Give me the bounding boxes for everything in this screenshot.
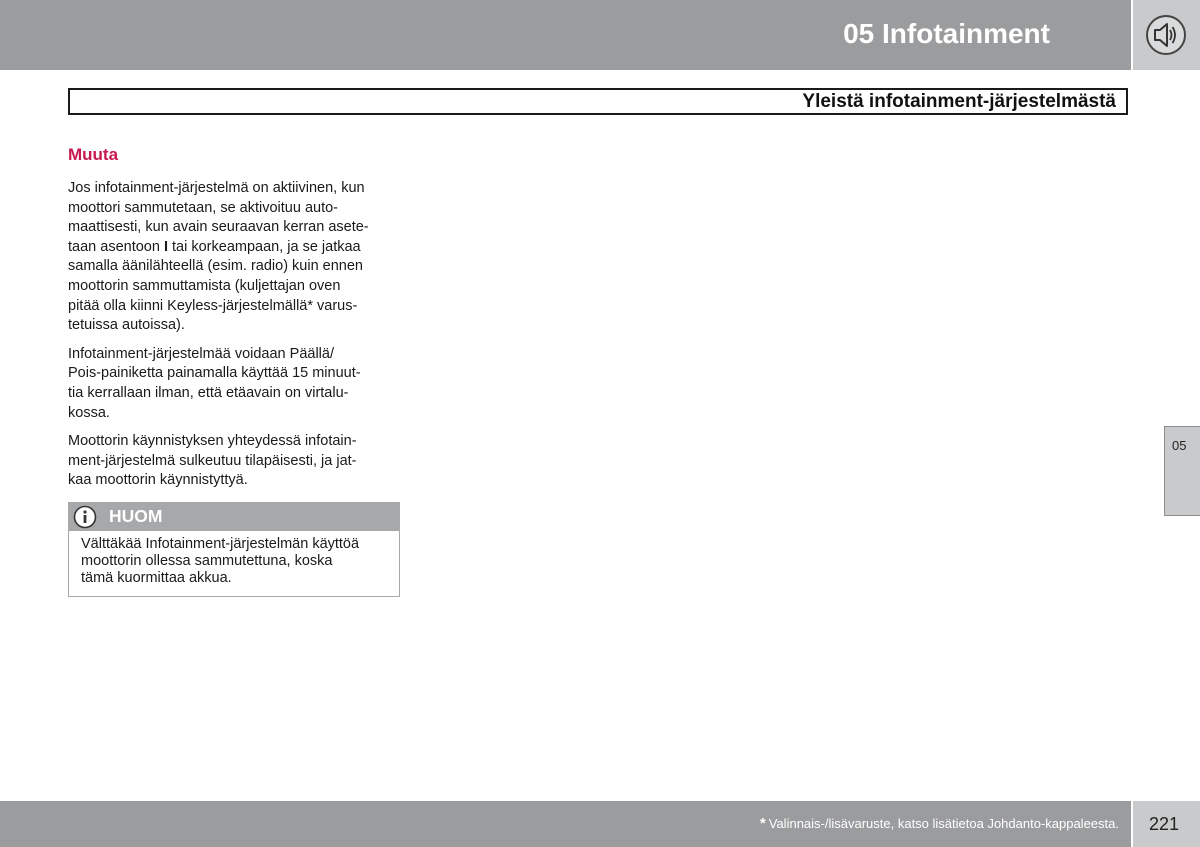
info-icon bbox=[73, 505, 97, 529]
footnote-text: Valinnais-/lisävaruste, katso lisätietoa Johdanto-kappaleesta. bbox=[768, 816, 1119, 831]
paragraph bbox=[68, 179, 408, 336]
text-line: maattisesti, kun avain seuraavan kerran asete- bbox=[68, 219, 369, 236]
text-line: pitää olla kiinni Keyless-järjestelmällä* varus- bbox=[68, 297, 358, 314]
text-line: Pois-painiketta painamalla käyttää 15 minuut- bbox=[68, 365, 361, 382]
text-fragment: taan asentoon bbox=[68, 238, 160, 255]
text-line: kossa. bbox=[68, 404, 110, 421]
subheading: Muuta bbox=[68, 145, 119, 164]
page-number: 221 bbox=[1149, 814, 1180, 834]
text-line: ment-järjestelmä sulkeutuu tilapäisesti, ja jat- bbox=[68, 452, 357, 469]
page-number-box bbox=[1133, 801, 1200, 847]
text-line: moottorin sammuttamista (kuljettajan oven bbox=[68, 277, 341, 294]
chapter-title: 05 Infotainment bbox=[843, 18, 1050, 49]
note-label: HUOM bbox=[109, 506, 163, 526]
text-line: samalla äänilähteellä (esim. radio) kuin ennen bbox=[68, 258, 363, 275]
text-line: Moottorin käynnistyksen yhteydessä infotain- bbox=[68, 433, 357, 450]
side-tab-label: 05 bbox=[1172, 438, 1187, 453]
footnote-star: * bbox=[759, 815, 766, 832]
text-line bbox=[68, 238, 408, 258]
paragraph bbox=[68, 345, 408, 423]
text-line: moottori sammutetaan, se aktivoituu auto- bbox=[68, 199, 338, 216]
speaker-icon bbox=[1144, 14, 1188, 56]
chapter-side-tab bbox=[1164, 426, 1200, 516]
chapter-icon-box bbox=[1133, 0, 1200, 70]
text-line: Välttäkää Infotainment-järjestelmän käyttöä bbox=[81, 536, 360, 552]
header-bar bbox=[0, 0, 1131, 70]
text-line: kaa moottorin käynnistyttyä. bbox=[68, 472, 248, 489]
note-header bbox=[69, 503, 399, 531]
text-line: tämä kuormittaa akkua. bbox=[81, 570, 232, 586]
footnote bbox=[760, 815, 1119, 832]
text-line: tia kerrallaan ilman, että etäavain on virtalu- bbox=[68, 384, 349, 401]
note-box bbox=[68, 502, 400, 597]
note-text bbox=[81, 536, 359, 587]
section-title: Yleistä infotainment-järjestelmästä bbox=[802, 91, 1116, 112]
text-line: moottorin ollessa sammutettuna, koska bbox=[81, 553, 333, 569]
footer-bar bbox=[0, 801, 1131, 847]
text-line: Jos infotainment-järjestelmä on aktiivinen, kun bbox=[68, 180, 365, 196]
paragraph bbox=[68, 432, 408, 491]
text-line: Infotainment-järjestelmää voidaan Päällä/ bbox=[68, 345, 334, 362]
section-header bbox=[68, 88, 1128, 115]
body-text bbox=[68, 179, 408, 500]
text-fragment: tai korkeampaan, ja se jatkaa bbox=[172, 238, 361, 255]
text-line: tetuissa autoissa). bbox=[68, 317, 185, 334]
ignition-position: I bbox=[163, 238, 168, 255]
